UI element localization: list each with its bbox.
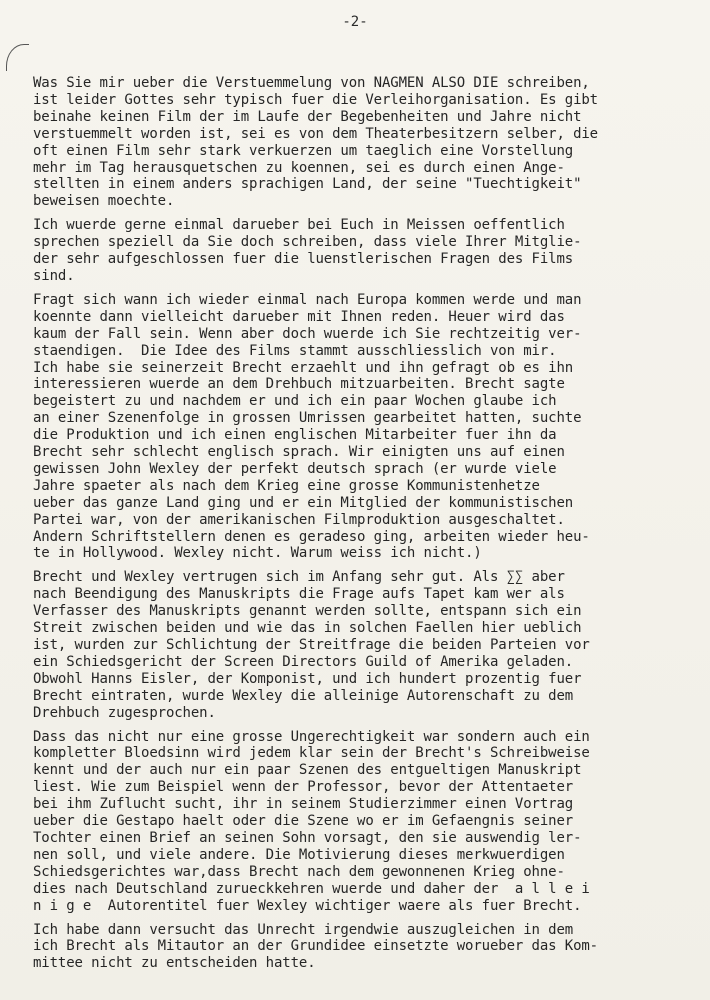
text-line: Brecht sehr schlecht englisch sprach. Wir einigten uns auf einen bbox=[33, 444, 565, 461]
text-line: nen soll, und viele andere. Die Motivierung dieses merkwuerdigen bbox=[33, 846, 565, 863]
text-line: an einer Szenenfolge in grossen Umrissen gearbeitet hatten, suchte bbox=[33, 410, 582, 427]
paragraph bbox=[33, 569, 703, 721]
text-line: begeistert zu und nachdem er und ich ein paar Wochen glaube ich bbox=[33, 393, 557, 410]
text-line: Verfasser des Manuskripts genannt werden sollte, entspann sich ein bbox=[33, 603, 582, 620]
text-line: Dass das nicht nur eine grosse Ungerechtigkeit war sondern auch ein bbox=[33, 728, 590, 745]
text-line: sprechen speziell da Sie doch schreiben, dass viele Ihrer Mitglie- bbox=[33, 234, 582, 251]
text-line: interessieren wuerde an dem Drehbuch mitzuarbeiten. Brecht sagte bbox=[33, 376, 565, 393]
text-line: Brecht und Wexley vertrugen sich im Anfang sehr gut. Als ∑∑ aber bbox=[33, 569, 565, 586]
text-line: Was Sie mir ueber die Verstuemmelung von NAGMEN ALSO DIE schreiben, bbox=[33, 75, 590, 91]
text-line: oft einen Film sehr stark verkuerzen um taeglich eine Vorstellung bbox=[33, 142, 574, 159]
text-line: Fragt sich wann ich wieder einmal nach Europa kommen werde und man bbox=[33, 291, 582, 308]
text-line: Jahre spaeter als nach dem Krieg eine grosse Kommunistenhetze bbox=[33, 477, 540, 494]
paragraph bbox=[33, 217, 703, 285]
text-line: ein Schiedsgericht der Screen Directors Guild of Amerika geladen. bbox=[33, 653, 574, 670]
text-line: gewissen John Wexley der perfekt deutsch sprach (er wurde viele bbox=[33, 460, 557, 477]
text-line: verstuemmelt worden ist, sei es von dem Theaterbesitzern selber, die bbox=[33, 125, 598, 142]
text-line: Andern Schriftstellern denen es geradeso ging, arbeiten wieder heu- bbox=[33, 528, 590, 545]
text-line: ist, wurden zur Schlichtung der Streitfrage die beiden Parteien vor bbox=[33, 637, 590, 653]
text-line: Ich habe sie seinerzeit Brecht erzaehlt und ihn gefragt ob es ihn bbox=[33, 359, 574, 376]
page-number: -2- bbox=[342, 14, 368, 30]
text-line: ueber das ganze Land ging und er ein Mitglied der kommunistischen bbox=[33, 494, 574, 511]
text-line: sind. bbox=[33, 267, 75, 284]
text-line: kennt und der auch nur ein paar Szenen des entgueltigen Manuskript bbox=[33, 762, 582, 779]
text-line: stellten in einem anders sprachigen Land, der seine "Tuechtigkeit" bbox=[33, 176, 582, 193]
text-line: n i g e Autorentitel fuer Wexley wichtiger waere als fuer Brecht. bbox=[33, 897, 582, 914]
text-line: ich Brecht als Mitautor an der Grundidee einsetzte worueber das Kom- bbox=[33, 938, 598, 955]
text-line: dies nach Deutschland zurueckkehren wuerde und daher der a l l e i bbox=[33, 880, 590, 897]
text-line: Tochter einen Brief an seinen Sohn vorsagt, den sie auswendig ler- bbox=[33, 829, 582, 846]
text-line: ueber die Gestapo haelt oder die Szene wo er im Gefaengnis seiner bbox=[33, 813, 574, 830]
text-line: beweisen moechte. bbox=[33, 193, 175, 210]
text-line: Ich wuerde gerne einmal darueber bei Euch in Meissen oeffentlich bbox=[33, 217, 565, 234]
handwritten-margin-mark bbox=[6, 44, 29, 71]
text-line: bei ihm Zuflucht sucht, ihr in seinem Studierzimmer einen Vortrag bbox=[33, 796, 574, 813]
text-line: mittee nicht zu entscheiden hatte. bbox=[33, 955, 316, 972]
text-line: ist leider Gottes sehr typisch fuer die Verleihorganisation. Es gibt bbox=[33, 91, 598, 108]
text-line: die Produktion und ich einen englischen Mitarbeiter fuer ihn da bbox=[33, 427, 557, 444]
text-line: Streit zwischen beiden und wie das in solchen Faellen hier ueblich bbox=[33, 620, 582, 637]
text-line: nach Beendigung des Manuskripts die Frage aufs Tapet kam wer als bbox=[33, 586, 565, 603]
paragraph bbox=[33, 292, 703, 563]
text-line: kaum der Fall sein. Wenn aber doch wuerde ich Sie rechtzeitig ver- bbox=[33, 325, 582, 342]
text-line: der sehr aufgeschlossen fuer die luenstlerischen Fragen des Films bbox=[33, 251, 574, 268]
text-line: Brecht eintraten, wurde Wexley die alleinige Autorenschaft zu dem bbox=[33, 687, 574, 704]
text-line: Ich habe dann versucht das Unrecht irgendwie auszugleichen in dem bbox=[33, 921, 574, 938]
text-line: Partei war, von der amerikanischen Filmproduktion ausgeschaltet. bbox=[33, 511, 565, 528]
text-line: liest. Wie zum Beispiel wenn der Professor, bevor der Attentaeter bbox=[33, 779, 574, 796]
text-line: beinahe keinen Film der im Laufe der Begebenheiten und Jahre nicht bbox=[33, 108, 582, 125]
text-line: Drehbuch zugesprochen. bbox=[33, 704, 216, 721]
text-line: te in Hollywood. Wexley nicht. Warum weiss ich nicht.) bbox=[33, 545, 482, 562]
letter-body bbox=[33, 75, 703, 979]
paragraph bbox=[33, 922, 703, 973]
paragraph bbox=[33, 75, 703, 210]
text-line: koennte dann vielleicht darueber mit Ihnen reden. Heuer wird das bbox=[33, 308, 565, 325]
text-line: mehr im Tag herausquetschen zu koennen, sei es durch einen Ange- bbox=[33, 159, 565, 176]
text-line: Obwohl Hanns Eisler, der Komponist, und ich hundert prozentig fuer bbox=[33, 670, 582, 687]
text-line: staendigen. Die Idee des Films stammt ausschliesslich von mir. bbox=[33, 342, 557, 359]
text-line: kompletter Bloedsinn wird jedem klar sein der Brecht's Schreibweise bbox=[33, 745, 590, 762]
paragraph bbox=[33, 729, 703, 915]
text-line: Schiedsgerichtes war,dass Brecht nach dem gewonnenen Krieg ohne- bbox=[33, 863, 565, 880]
